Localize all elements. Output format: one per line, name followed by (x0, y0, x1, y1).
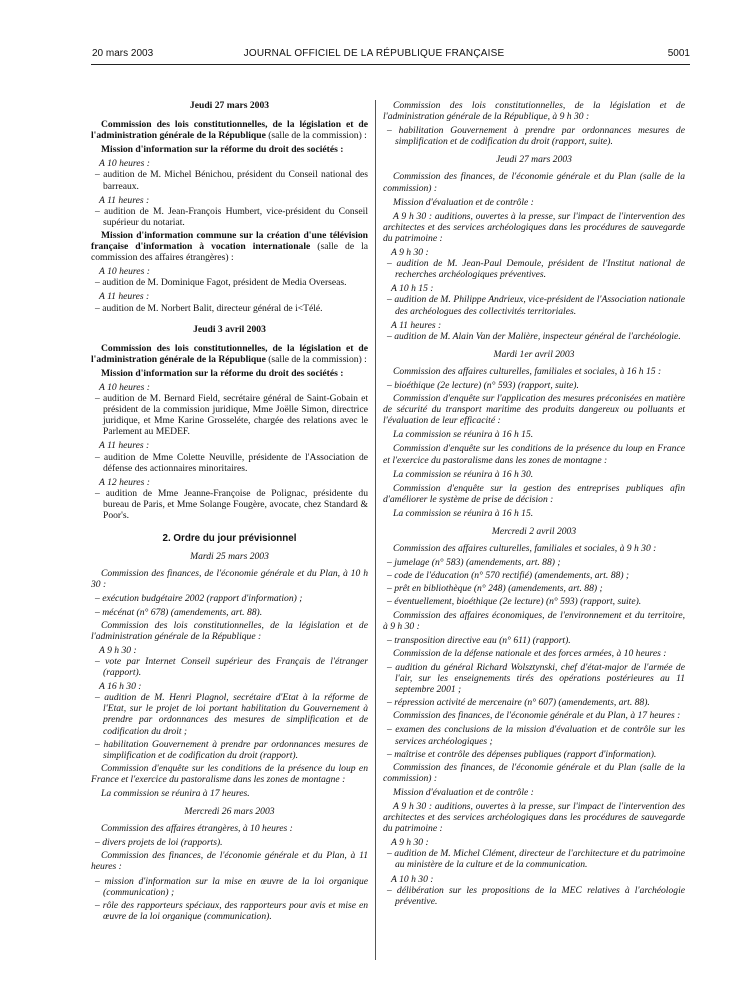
list-item: – prêt en bibliothèque (n° 248) (amendements, art. 88) ; (387, 583, 603, 595)
list-item: – vote par Internet Conseil supérieur des Français de l'étranger (rapport). (95, 655, 368, 679)
time-label: A 10 heures : (99, 381, 150, 393)
list-item: – audition de M. Henri Plagnol, secrétaire d'Etat à la réforme de l'Etat, sur le projet de loi portant habilitation du Gouvernement à prendre par ordonnances des mesures de simplification et de codification du droit ; (95, 692, 368, 737)
list-item: – audition du général Richard Wolsztynski, chef d'état-major de l'armée de l'air, sur les enseignements tirés des opérations postérieures au 11 septembre 2001 ; (387, 661, 685, 696)
list-item: – rôle des rapporteurs spéciaux, des rapporteurs pour avis et mise en œuvre de la loi organique (communication). (95, 899, 368, 922)
commission-name: Commission des lois constitutionnelles, de la législation et de l'administration générale de la République (91, 119, 368, 142)
paragraph: Commission d'enquête sur la gestion des entreprises publiques afin d'améliorer le système de prise de décision : (383, 482, 685, 505)
paragraph: Mission d'évaluation et de contrôle : (393, 786, 534, 798)
time-label: A 10 heures : (99, 266, 150, 278)
list-item: – audition de M. Dominique Fagot, président de Media Overseas. (95, 277, 347, 289)
list-item: – transposition directive eau (n° 611) (rapport). (387, 634, 571, 646)
header-date: 20 mars 2003 (92, 48, 154, 59)
list-item: – habilitation Gouvernement à prendre par ordonnances mesures de simplification et de codification du droit (rapport). (95, 738, 368, 761)
paragraph: La commission se réunira à 17 heures. (101, 787, 250, 799)
list-item: – audition de M. Alain Van der Malière, inspecteur général de l'archéologie. (387, 330, 681, 342)
list-item: – code de l'éducation (n° 570 rectifié) (amendements, art. 88) ; (387, 570, 630, 582)
paragraph: Commission des finances, de l'économie générale et du Plan, à 10 h 30 : (91, 568, 368, 591)
date-heading: Mardi 1er avril 2003 (493, 348, 575, 360)
mission-title: Mission d'information commune sur la création d'une télévision française d'information à vocation internationale (91, 229, 368, 253)
list-item: – divers projets de loi (rapports). (95, 837, 223, 849)
date-heading: Mardi 25 mars 2003 (190, 551, 269, 563)
header-title: JOURNAL OFFICIEL DE LA RÉPUBLIQUE FRANÇAISE (243, 48, 505, 59)
list-item: – audition de M. Philippe Andrieux, vice-président de l'Association nationale des archéologues des collectivités territoriales. (387, 294, 685, 317)
date-heading: Jeudi 3 avril 2003 (193, 323, 266, 335)
paragraph: Commission d'enquête sur les conditions de la présence du loup en France et l'exercice du pastoralisme dans les zones de montagne : (91, 762, 368, 785)
date-heading: Mercredi 2 avril 2003 (491, 526, 577, 537)
commission-name: Commission des lois constitutionnelles, de la législation et de l'administration générale de la République (91, 342, 368, 365)
paragraph: La commission se réunira à 16 h 15. (393, 507, 534, 519)
list-item: – examen des conclusions de la mission d'évaluation et de contrôle sur les services archéologiques ; (387, 724, 685, 747)
paragraph (91, 343, 368, 365)
time-label: A 10 h 30 : (391, 873, 434, 885)
section-heading: 2. Ordre du jour prévisionnel (162, 533, 297, 545)
paragraph (91, 119, 368, 141)
time-label: A 9 h 30 : (391, 247, 429, 259)
time-label: A 11 heures : (99, 194, 150, 206)
mission-location: (salle de la commission des affaires étrangères) : (91, 241, 368, 264)
paragraph: Commission des affaires culturelles, familiales et sociales, à 16 h 15 : (393, 365, 662, 377)
time-label: A 10 h 15 : (391, 283, 434, 295)
time-label: A 12 heures : (99, 476, 150, 488)
list-item: – mission d'information sur la mise en œuvre de la loi organique (communication) ; (95, 875, 368, 898)
mission-title: Mission d'information sur la réforme du droit des sociétés : (101, 367, 344, 379)
list-item: – audition de M. Jean-François Humbert, vice-président du Conseil supérieur du notariat. (95, 205, 368, 228)
paragraph: Commission des affaires étrangères, à 10 heures : (101, 823, 293, 835)
list-item: – audition de M. Norbert Balit, directeur général de i<Télé. (95, 302, 323, 314)
time-label: A 11 heures : (391, 319, 442, 331)
right-column (383, 100, 685, 909)
date-heading: Jeudi 27 mars 2003 (189, 100, 270, 111)
paragraph: Commission des finances, de l'économie générale et du Plan, à 17 heures : (393, 710, 681, 722)
column-divider (375, 100, 376, 960)
paragraph: Commission de la défense nationale et des forces armées, à 10 heures : (393, 647, 667, 659)
commission-location: (salle de la commission) : (265, 130, 367, 142)
time-label: A 10 heures : (99, 158, 150, 170)
left-column (91, 100, 368, 924)
list-item: – mécénat (n° 678) (amendements, art. 88). (95, 606, 263, 618)
list-item: – bioéthique (2e lecture) (n° 593) (rapport, suite). (387, 379, 579, 391)
page-header (0, 48, 748, 64)
paragraph: Commission des lois constitutionnelles, de la législation et de l'administration générale de la République : (91, 619, 368, 642)
paragraph (91, 230, 368, 263)
list-item: – audition de Mme Colette Neuville, présidente de l'Association de défense des actionnaires minoritaires. (95, 451, 368, 474)
paragraph: Commission des affaires culturelles, familiales et sociales, à 9 h 30 : (393, 543, 657, 555)
list-item: – audition de M. Jean-Paul Demoule, président de l'Institut national de recherches archéologiques préventives. (387, 258, 685, 281)
commission-location: (salle de la commission) : (265, 353, 367, 365)
list-item: – audition de M. Michel Clément, directeur de l'architecture et du patrimoine au ministère de la culture et de la communication. (387, 848, 685, 871)
paragraph: Commission des finances, de l'économie générale et du Plan (salle de la commission) : (383, 761, 685, 784)
paragraph: La commission se réunira à 16 h 15. (393, 429, 534, 441)
list-item: – habilitation Gouvernement à prendre par ordonnances mesures de simplification et de codification du droit (rapport, suite). (387, 125, 685, 148)
list-item: – éventuellement, bioéthique (2e lecture) (n° 593) (rapport, suite). (387, 596, 642, 608)
list-item: – audition de M. Michel Bénichou, président du Conseil national des barreaux. (95, 169, 368, 192)
list-item: – maîtrise et contrôle des dépenses publiques (rapport d'information). (387, 748, 657, 760)
time-label: A 16 h 30 : (99, 681, 142, 693)
paragraph: Commission d'enquête sur les conditions de la présence du loup en France et l'exercice du pastoralisme dans les zones de montagne : (383, 443, 685, 466)
list-item: – jumelage (n° 583) (amendements, art. 88) ; (387, 557, 561, 569)
list-item: – audition de Mme Jeanne-Françoise de Polignac, présidente du bureau de Paris, et Mme Solange Fougère, avocate, chez Standard & Poor's. (95, 487, 368, 521)
paragraph: Commission des affaires économiques, de l'environnement et du territoire, à 9 h 30 : (383, 609, 685, 632)
list-item: – délibération sur les propositions de la MEC relatives à l'archéologie préventive. (387, 884, 685, 907)
date-heading: Jeudi 27 mars 2003 (496, 154, 572, 166)
header-page-number: 5001 (667, 48, 690, 59)
time-label: A 11 heures : (99, 440, 150, 452)
time-label: A 9 h 30 : (99, 644, 137, 656)
paragraph: Commission des finances, de l'économie générale et du Plan (salle de la commission) : (383, 171, 685, 194)
paragraph: Commission des lois constitutionnelles, de la législation et de l'administration générale de la République, à 9 h 30 : (383, 100, 685, 123)
mission-title: Mission d'information sur la réforme du droit des sociétés : (101, 144, 344, 156)
header-rule (91, 64, 690, 65)
paragraph: A 9 h 30 : auditions, ouvertes à la presse, sur l'impact de l'intervention des architectes et des services archéologiques dans les procédures de sauvegarde du patrimoine : (383, 800, 685, 835)
list-item: – répression activité de mercenaire (n° 607) (amendements, art. 88). (387, 697, 650, 709)
list-item: – audition de M. Bernard Field, secrétaire général de Saint-Gobain et président de la commission juridique, Mme Joëlle Simon, directrice juridique, et Mme Karine Grosseléte, chargée des relations avec le Parlement au MEDEF. (95, 393, 368, 438)
paragraph: Commission des finances, de l'économie générale et du Plan, à 11 heures : (91, 850, 368, 873)
paragraph: Mission d'évaluation et de contrôle : (393, 196, 534, 208)
list-item: – exécution budgétaire 2002 (rapport d'information) ; (95, 593, 303, 605)
paragraph: La commission se réunira à 16 h 30. (393, 468, 534, 480)
time-label: A 11 heures : (99, 291, 150, 303)
paragraph: Commission d'enquête sur l'application des mesures préconisées en matière de sécurité du transport maritime des produits dangereux ou polluants et l'évaluation de leur efficacité : (383, 393, 685, 427)
time-label: A 9 h 30 : (391, 837, 429, 849)
paragraph: A 9 h 30 : auditions, ouvertes à la presse, sur l'impact de l'intervention des architectes et des services archéologiques dans les procédures de sauvegarde du patrimoine : (383, 210, 685, 244)
date-heading: Mercredi 26 mars 2003 (184, 806, 275, 818)
